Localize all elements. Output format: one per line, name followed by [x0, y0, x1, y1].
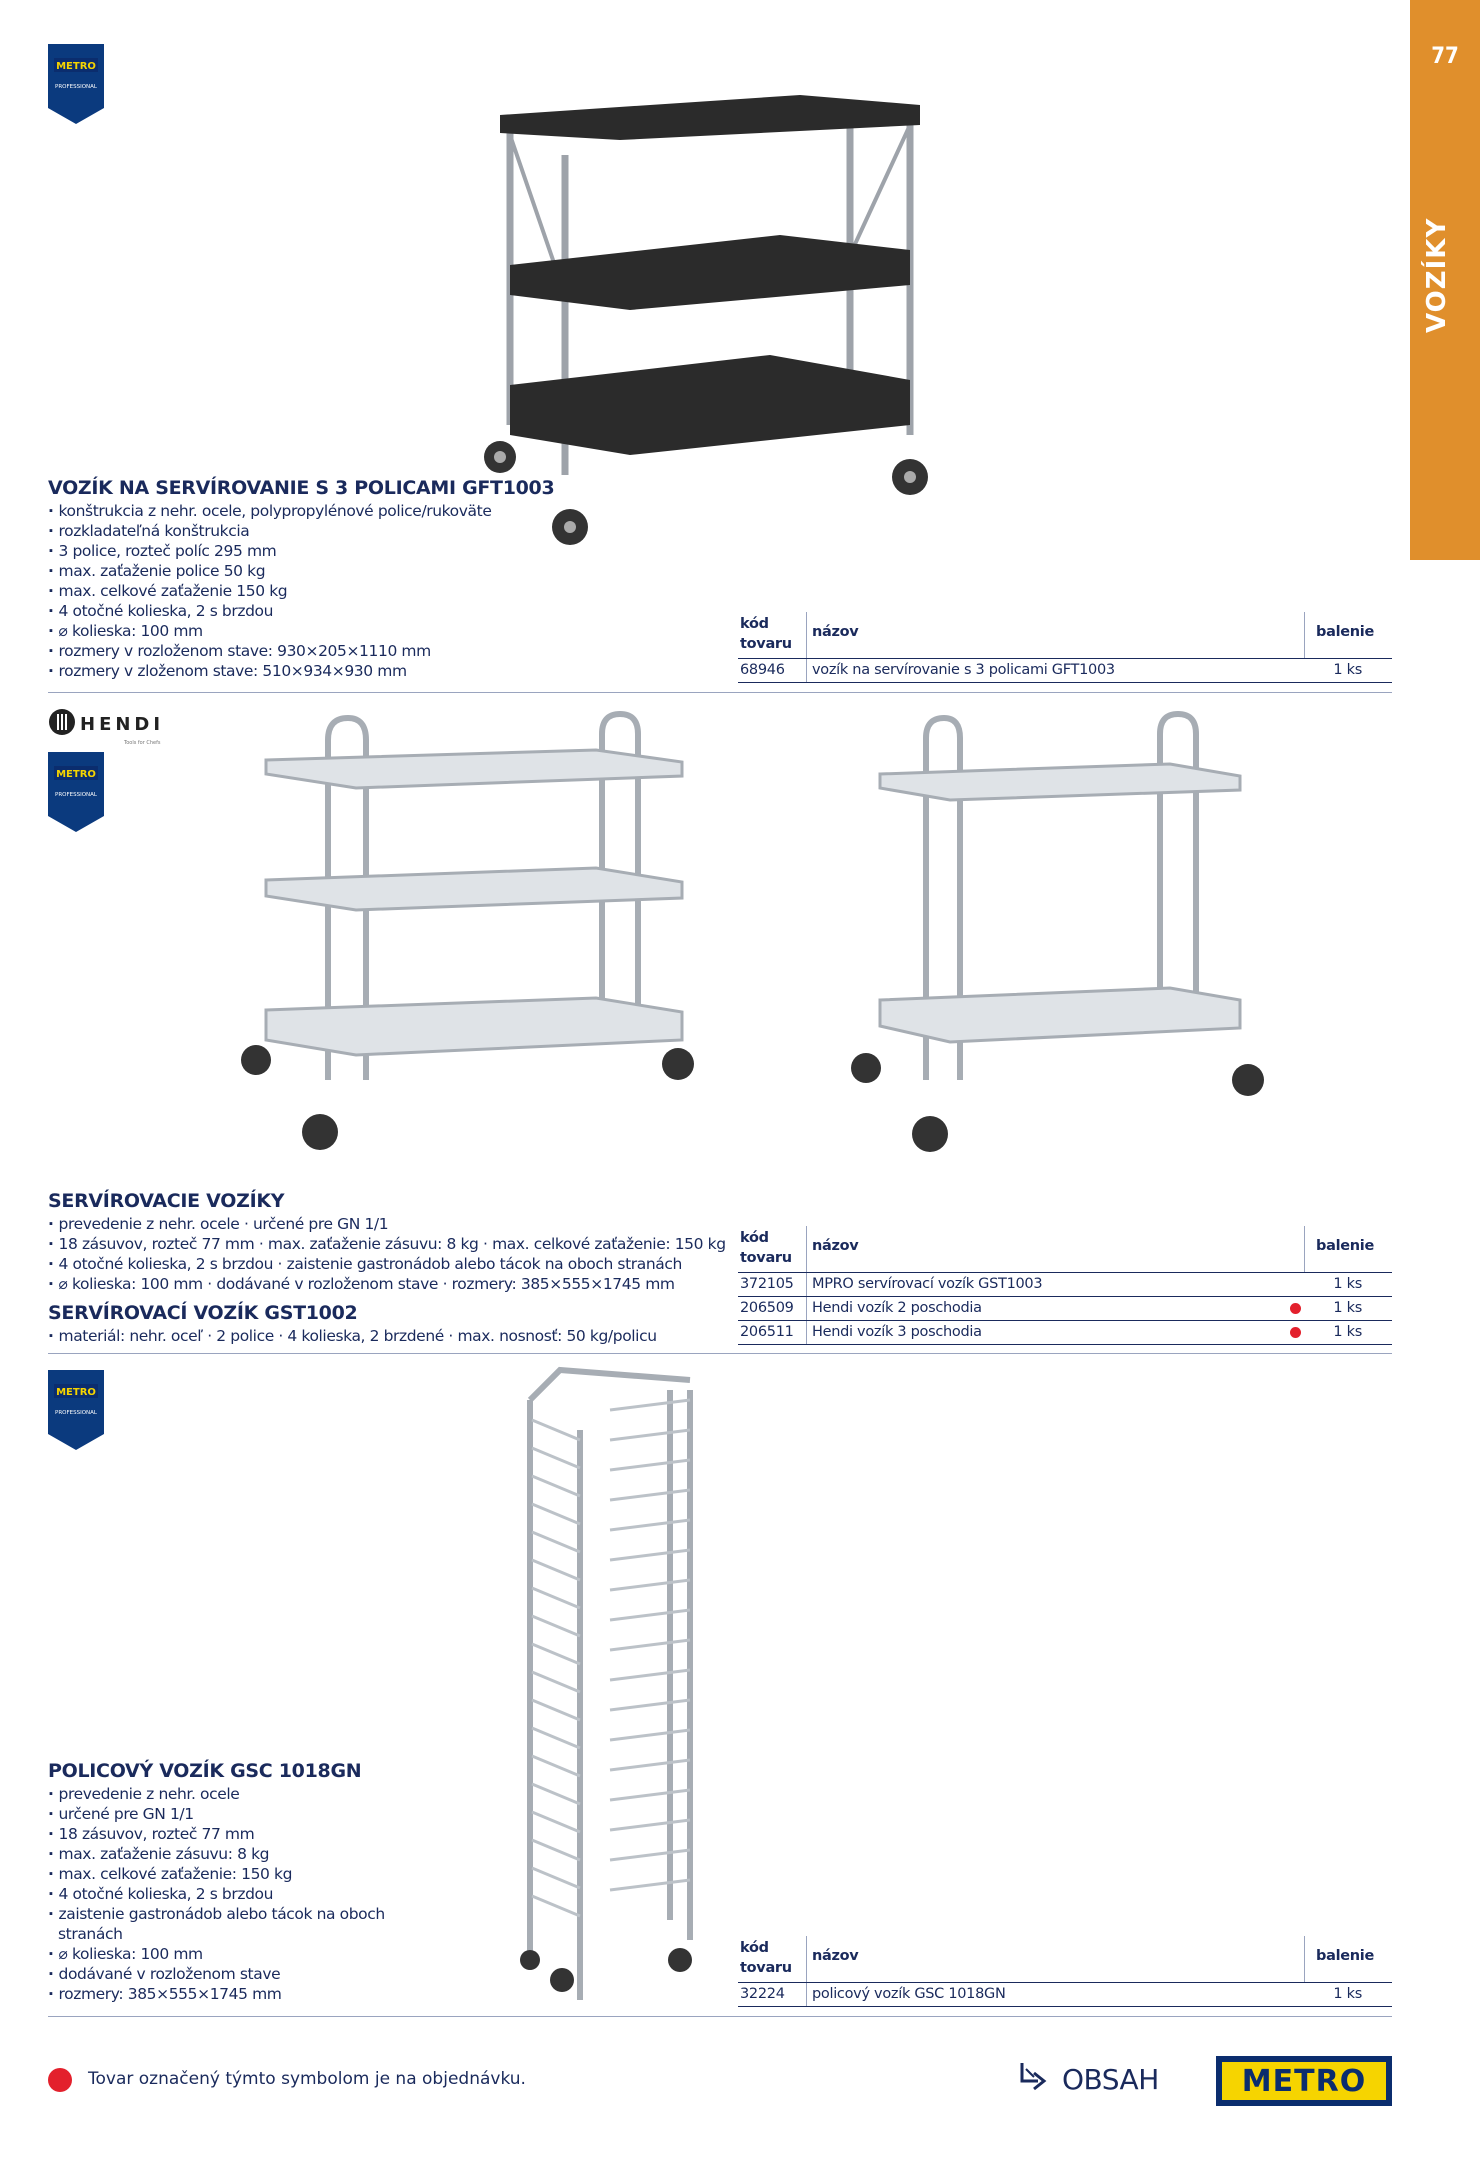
svg-text:PROFESSIONAL: PROFESSIONAL: [55, 84, 97, 90]
metro-professional-badge: [48, 44, 104, 120]
row-name: policový vozík GSC 1018GN: [812, 1986, 1006, 2002]
feature-item: · rozmery v zloženom stave: 510×934×930 mm: [48, 661, 491, 681]
feature-item: · dodávané v rozloženom stave: [48, 1964, 385, 1984]
svg-text:PROFESSIONAL: PROFESSIONAL: [55, 792, 97, 798]
toc-link[interactable]: [1016, 2056, 1159, 2102]
feature-item: · ⌀ kolieska: 100 mm: [48, 621, 491, 641]
col-code: kód tovaru: [740, 616, 792, 652]
product-table: [738, 1936, 1392, 2007]
feature-list: [48, 1214, 726, 1294]
row-name: Hendi vozík 3 poschodia: [812, 1324, 982, 1340]
row-name: vozík na servírovanie s 3 policami GFT1003: [812, 662, 1115, 678]
section-divider: [48, 1353, 1392, 1354]
feature-item: · 3 police, rozteč políc 295 mm: [48, 541, 491, 561]
col-name: názov: [812, 624, 859, 640]
row-code: 372105: [740, 1276, 794, 1292]
table-header: [738, 612, 1392, 659]
col-pack: balenie: [1316, 624, 1374, 640]
feature-list: [48, 1326, 657, 1346]
table-header: [738, 1226, 1392, 1273]
svg-text:METRO: METRO: [56, 61, 96, 72]
section-divider: [48, 692, 1392, 693]
toc-arrow-icon: [1016, 2059, 1056, 2099]
on-order-dot: [1290, 1327, 1301, 1338]
feature-item: · konštrukcia z nehr. ocele, polypropylénové police/rukoväte: [48, 501, 491, 521]
feature-item: · ⌀ kolieska: 100 mm · dodávané v rozloženom stave · rozmery: 385×555×1745 mm: [48, 1274, 726, 1294]
gsc-1018gn-rack-image: [500, 1360, 740, 2010]
product-subtitle: SERVÍROVACÍ VOZÍK GST1002: [48, 1302, 358, 1324]
row-code: 206509: [740, 1300, 794, 1316]
feature-item: · prevedenie z nehr. ocele: [48, 1784, 385, 1804]
col-pack: balenie: [1316, 1238, 1374, 1254]
table-row: [738, 1983, 1392, 2007]
feature-item: · max. zaťaženie zásuvu: 8 kg: [48, 1844, 385, 1864]
feature-item: · rozkladateľná konštrukcia: [48, 521, 491, 541]
col-code: kód tovaru: [740, 1230, 792, 1266]
feature-item: · 4 otočné kolieska, 2 s brzdou · zaistenie gastronádob alebo tácok na oboch stranách: [48, 1254, 726, 1274]
svg-text:METRO: METRO: [56, 1387, 96, 1398]
section-divider: [48, 2016, 1392, 2017]
metro-logo: [1216, 2056, 1392, 2106]
svg-text:Tools for Chefs: Tools for Chefs: [124, 740, 161, 746]
feature-item: · určené pre GN 1/1: [48, 1804, 385, 1824]
table-row: [738, 659, 1392, 683]
metro-professional-badge: [48, 752, 104, 828]
svg-text:PROFESSIONAL: PROFESSIONAL: [55, 1410, 97, 1416]
product-title: POLICOVÝ VOZÍK GSC 1018GN: [48, 1760, 362, 1782]
svg-text:HENDI: HENDI: [80, 714, 165, 735]
row-pack: 1 ks: [1333, 662, 1362, 678]
feature-item: · rozmery: 385×555×1745 mm: [48, 1984, 385, 2004]
svg-text:METRO: METRO: [56, 769, 96, 780]
feature-item: · 4 otočné kolieska, 2 s brzdou: [48, 1884, 385, 1904]
feature-list: [48, 1784, 385, 2004]
product-table: [738, 1226, 1392, 1345]
feature-item: · rozmery v rozloženom stave: 930×205×1110 mm: [48, 641, 491, 661]
product-table: [738, 612, 1392, 683]
feature-item: stranách: [58, 1925, 123, 1943]
mpro-2-tier-cart-image: [840, 710, 1280, 1160]
feature-item: · ⌀ kolieska: 100 mm: [48, 1944, 385, 1964]
row-pack: 1 ks: [1333, 1986, 1362, 2002]
feature-item: · zaistenie gastronádob alebo tácok na oboch: [48, 1904, 385, 1924]
on-order-legend-dot: [48, 2068, 72, 2092]
col-code: kód tovaru: [740, 1940, 792, 1976]
page-number: 77: [1431, 44, 1459, 69]
feature-list: [48, 501, 491, 681]
product-title: VOZÍK NA SERVÍROVANIE S 3 POLICAMI GFT1003: [48, 477, 555, 499]
feature-item: · max. celkové zaťaženie 150 kg: [48, 581, 491, 601]
row-name: Hendi vozík 2 poschodia: [812, 1300, 982, 1316]
row-code: 206511: [740, 1324, 794, 1340]
hendi-logo: [48, 708, 172, 748]
table-row: [738, 1321, 1392, 1345]
col-name: názov: [812, 1238, 859, 1254]
on-order-dot: [1290, 1303, 1301, 1314]
hendi-3-tier-cart-image: [236, 710, 706, 1160]
col-pack: balenie: [1316, 1948, 1374, 1964]
section-title: VOZÍKY: [1422, 217, 1452, 333]
feature-item: · max. zaťaženie police 50 kg: [48, 561, 491, 581]
row-pack: 1 ks: [1333, 1276, 1362, 1292]
feature-item: · 18 zásuvov, rozteč 77 mm: [48, 1824, 385, 1844]
toc-label[interactable]: OBSAH: [1062, 2062, 1159, 2096]
metro-professional-badge: [48, 1370, 104, 1446]
table-header: [738, 1936, 1392, 1983]
feature-item: · 18 zásuvov, rozteč 77 mm · max. zaťaženie zásuvu: 8 kg · max. celkové zaťaženie: 150 kg: [48, 1234, 726, 1254]
row-name: MPRO servírovací vozík GST1003: [812, 1276, 1043, 1292]
col-name: názov: [812, 1948, 859, 1964]
product-title: SERVÍROVACIE VOZÍKY: [48, 1190, 285, 1212]
row-pack: 1 ks: [1333, 1324, 1362, 1340]
row-pack: 1 ks: [1333, 1300, 1362, 1316]
feature-item: · max. celkové zaťaženie: 150 kg: [48, 1864, 385, 1884]
feature-item: · prevedenie z nehr. ocele · určené pre GN 1/1: [48, 1214, 726, 1234]
row-code: 32224: [740, 1986, 785, 2002]
footer-note: Tovar označený týmto symbolom je na objednávku.: [88, 2069, 526, 2089]
table-row: [738, 1297, 1392, 1321]
table-row: [738, 1273, 1392, 1297]
metro-logo-text: METRO: [1241, 2063, 1367, 2099]
feature-item: · materiál: nehr. oceľ · 2 police · 4 kolieska, 2 brzdené · max. nosnosť: 50 kg/policu: [48, 1326, 657, 1346]
feature-item: · 4 otočné kolieska, 2 s brzdou: [48, 601, 491, 621]
row-code: 68946: [740, 662, 785, 678]
